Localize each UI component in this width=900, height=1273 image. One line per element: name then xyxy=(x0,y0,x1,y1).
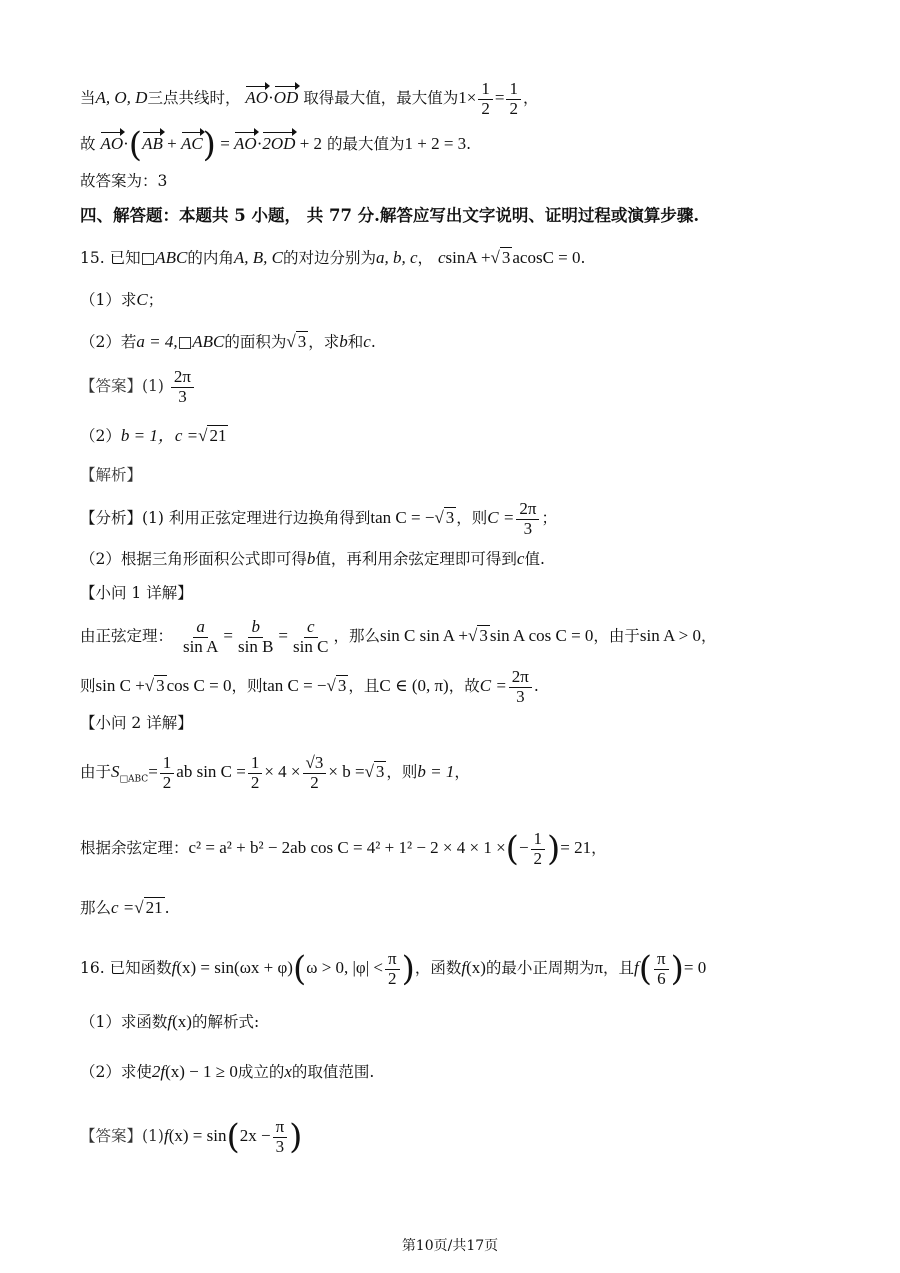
radicand: 3 xyxy=(156,676,165,696)
math: tan C = − xyxy=(262,676,327,696)
q15-step-2 xyxy=(80,668,539,706)
numerator: 1 xyxy=(506,80,521,100)
math: tan C = − xyxy=(370,508,435,528)
text: 的最大值为 xyxy=(326,135,405,153)
q16-stem xyxy=(80,950,706,988)
vector-ao: AO xyxy=(245,88,269,108)
math: c = xyxy=(174,426,199,445)
page-footer xyxy=(0,1235,900,1255)
math: − xyxy=(518,838,529,858)
numerator: 1 xyxy=(531,830,546,850)
sqrt: √ 3 xyxy=(364,762,385,782)
text: 【答案】(1) xyxy=(80,377,164,396)
text: 根据余弦定理： xyxy=(80,839,189,858)
math: sin A cos C = 0 xyxy=(489,626,594,646)
q15-answer-2 xyxy=(80,426,228,446)
text: . xyxy=(533,677,539,696)
vector-2od: 2OD xyxy=(262,134,296,153)
text: （1）求函数 xyxy=(80,1013,168,1031)
q15-step-4 xyxy=(80,830,607,868)
denominator: 2 xyxy=(509,98,518,118)
math: C = xyxy=(479,676,507,696)
line-2: 故 AO·(AB + AC) = AO·2OD + 2 的最大值为1 + 2 = 3. xyxy=(80,125,472,165)
text: □ xyxy=(177,333,193,351)
math: 2f xyxy=(151,1062,166,1081)
math: ABC xyxy=(155,248,188,267)
text: ，则 xyxy=(386,763,418,782)
text: 值，再利用余弦定理即可得到 xyxy=(315,550,517,568)
q16-part2 xyxy=(80,1062,374,1082)
text: . xyxy=(580,249,586,267)
denominator: 6 xyxy=(657,968,666,988)
q15-part1 xyxy=(80,290,163,310)
radicand: 3 xyxy=(445,508,455,528)
text: 的内角 xyxy=(187,249,234,267)
fraction xyxy=(303,754,327,792)
paren: ) xyxy=(670,949,684,990)
denominator: 2 xyxy=(533,848,543,868)
fraction xyxy=(171,368,194,406)
math: f xyxy=(461,958,467,978)
math: C = xyxy=(487,508,515,528)
numerator: c xyxy=(304,618,318,638)
fraction xyxy=(290,618,331,656)
text: ，则 xyxy=(456,509,488,528)
math: c xyxy=(516,549,525,568)
text: ，则 xyxy=(231,677,263,696)
numerator: π xyxy=(385,950,400,970)
sqrt: √ 3 xyxy=(326,676,347,696)
sqrt: √ 21 xyxy=(198,426,227,445)
math: × 4 × xyxy=(264,762,301,782)
radicand: 3 xyxy=(501,248,511,267)
line-answer xyxy=(80,172,167,191)
text: ， xyxy=(701,627,717,646)
math: f xyxy=(634,958,639,978)
radicand: 3 xyxy=(375,762,385,782)
denominator: 3 xyxy=(516,686,525,706)
math: b = 1 xyxy=(417,762,455,782)
text: ，故 xyxy=(448,677,480,696)
math: acosC = 0 xyxy=(512,248,581,267)
math: = 21 xyxy=(560,838,592,858)
text: 【答案】(1) xyxy=(80,1127,164,1146)
denominator: 2 xyxy=(388,968,397,988)
text: 则 xyxy=(80,677,96,696)
radicand: 21 xyxy=(209,426,227,445)
fraction xyxy=(506,80,521,118)
math: C xyxy=(136,290,148,309)
math: sin C sin A + xyxy=(379,626,468,646)
paren: ( xyxy=(226,1117,240,1158)
text: （2）若 xyxy=(80,333,137,351)
sqrt: √ 3 xyxy=(490,248,511,267)
q15-answer-1 xyxy=(80,368,196,406)
text: . xyxy=(370,333,376,351)
sqrt: √ 3 xyxy=(286,332,307,351)
math: × b = xyxy=(328,762,365,782)
numerator: 2π xyxy=(171,368,194,388)
math: 1× xyxy=(458,88,477,108)
fraction xyxy=(248,754,263,792)
q15-sub1-heading xyxy=(80,584,193,603)
q15-analysis-1 xyxy=(80,500,557,538)
text: ，且 xyxy=(603,959,635,978)
math: a, b, c xyxy=(375,248,418,267)
page-number: 第10页/共17页 xyxy=(401,1238,499,1254)
fraction xyxy=(273,1118,288,1156)
text: （2）求使 xyxy=(80,1063,152,1081)
fraction xyxy=(509,668,532,706)
text: 的面积为 xyxy=(224,333,287,351)
math: (x) xyxy=(172,1012,192,1031)
math: c xyxy=(437,248,446,267)
sqrt: √ 3 xyxy=(434,508,455,528)
denominator: 3 xyxy=(523,518,533,538)
math: 2x − xyxy=(239,1126,271,1146)
math: cos C = 0 xyxy=(166,676,232,696)
q15-analysis-2 xyxy=(80,549,545,569)
numerator: π xyxy=(273,1118,288,1138)
denominator: 2 xyxy=(481,98,490,118)
math: x xyxy=(284,1062,292,1081)
math: sin C + xyxy=(95,676,145,696)
fraction xyxy=(516,500,539,538)
paren: ) xyxy=(289,1117,303,1158)
math: sin A > 0 xyxy=(639,626,701,646)
numerator: 1 xyxy=(160,754,175,774)
math: 1 + 2 = 3 xyxy=(404,134,467,153)
fraction xyxy=(478,80,493,118)
text: 三点共线时， xyxy=(147,89,241,108)
q15-step-1: 由正弦定理： $\frac{a}{\text{sin A}}$ = $\frac{b}{\text{sin B}}$ = $\frac{c}{\text{sin C}}$ ，那么sin C sin A +√ 3 sin A cos C = 0，由于sin A > 0， xyxy=(80,617,717,656)
math: b xyxy=(339,332,348,351)
math: A, B, C xyxy=(233,248,283,267)
text: 值. xyxy=(524,550,545,568)
q15-jiexi xyxy=(80,466,142,485)
text: 故答案为：3 xyxy=(80,172,168,190)
q15-stem xyxy=(80,248,585,268)
math: C ∈ (0, π) xyxy=(379,676,449,696)
line-1 xyxy=(80,80,538,118)
radicand: 3 xyxy=(297,332,307,351)
q16-part1 xyxy=(80,1012,259,1032)
text: ， xyxy=(454,763,470,782)
denominator: sin C xyxy=(293,636,329,656)
numerator: 2π xyxy=(509,668,532,688)
text: ； xyxy=(147,291,164,309)
q15-step-5 xyxy=(80,898,170,918)
fraction xyxy=(385,950,400,988)
fraction xyxy=(531,830,546,868)
fraction xyxy=(180,618,221,656)
text: . xyxy=(164,899,170,917)
text: 成立的 xyxy=(237,1063,285,1081)
text: 【分析】(1) 利用正弦定理进行边换角得到 xyxy=(80,509,371,528)
text: ，求 xyxy=(308,333,340,351)
numerator: π xyxy=(654,950,669,970)
text: ，函数 xyxy=(414,959,462,978)
denominator: 3 xyxy=(275,1136,285,1156)
denominator: 2 xyxy=(250,772,260,792)
numerator: b xyxy=(248,618,263,638)
text: ； xyxy=(541,509,557,528)
math: = 0 xyxy=(683,958,707,978)
numerator: 1 xyxy=(248,754,263,774)
denominator: sin B xyxy=(237,636,274,656)
paren: ( xyxy=(292,949,307,990)
math: c xyxy=(363,332,371,351)
math: (x) xyxy=(466,958,486,978)
math: (x) = sin xyxy=(168,1126,227,1146)
text: . xyxy=(466,135,472,153)
math: f xyxy=(167,1012,173,1031)
numerator: √3 xyxy=(303,754,327,774)
fraction xyxy=(235,618,276,656)
math: sinA + xyxy=(445,248,491,267)
numerator: 1 xyxy=(478,80,493,100)
fraction xyxy=(160,754,175,792)
text: 15. 已知□ xyxy=(80,249,156,267)
math: (x) = sin(ωx + φ) xyxy=(176,958,293,978)
sqrt: √ 3 xyxy=(467,626,488,646)
math: ABC xyxy=(192,332,225,351)
text: 【小问 1 详解】 xyxy=(80,584,193,602)
math: b xyxy=(306,549,316,568)
math: a = 4, xyxy=(136,332,178,351)
q16-answer xyxy=(80,1118,302,1156)
vector-ao: AO xyxy=(234,134,257,153)
text: 的取值范围. xyxy=(291,1063,375,1081)
text: 由正弦定理： xyxy=(80,627,174,646)
math: S xyxy=(111,762,120,782)
q15-part2 xyxy=(80,332,376,352)
radicand: 21 xyxy=(145,898,163,917)
text: 【解析】 xyxy=(80,466,143,484)
text: 的解析式: xyxy=(191,1013,260,1031)
denominator: 2 xyxy=(162,772,172,792)
numerator: a xyxy=(193,618,208,638)
paren: ) xyxy=(401,949,415,990)
text: （2） xyxy=(80,427,121,445)
text: 取得最大值，最大值为 xyxy=(303,89,459,108)
radicand: 3 xyxy=(479,626,488,646)
text: 【小问 2 详解】 xyxy=(80,714,193,732)
text: 那么 xyxy=(80,899,112,917)
text: ， xyxy=(591,839,607,858)
text: 的对边分别为 xyxy=(282,249,376,267)
section-heading xyxy=(80,206,699,226)
text: （1）求 xyxy=(80,291,137,309)
text: 的最小正周期为 xyxy=(485,959,595,978)
math: ω > 0, |φ| < xyxy=(306,958,383,978)
dot-operator: · xyxy=(268,88,274,108)
math: b = 1， xyxy=(120,426,175,445)
sqrt: √ 21 xyxy=(134,898,163,917)
text: ，由于 xyxy=(593,627,640,646)
text: ，那么 xyxy=(333,627,380,646)
math: π xyxy=(594,958,604,978)
paren: ( xyxy=(638,949,653,990)
text: ， xyxy=(417,249,434,267)
math: ab sin C = xyxy=(176,762,246,782)
vector-ab: AB xyxy=(142,134,163,153)
vector-od: OD xyxy=(273,88,299,108)
math: = xyxy=(148,762,158,782)
subscript: □ABC xyxy=(119,774,149,785)
math: f xyxy=(163,1126,169,1146)
math: c = xyxy=(111,898,135,917)
paren: ) xyxy=(547,829,561,870)
q15-step-3 xyxy=(80,754,470,792)
denominator: sin A xyxy=(182,636,219,656)
text: 由于 xyxy=(80,763,112,782)
text: ，且 xyxy=(348,677,380,696)
denominator: 3 xyxy=(178,386,187,406)
denominator: 2 xyxy=(310,772,319,792)
q15-sub2-heading xyxy=(80,714,193,733)
equals: = xyxy=(494,88,505,108)
sqrt: √ 3 xyxy=(144,676,165,696)
fraction xyxy=(654,950,669,988)
vector-ao: AO xyxy=(100,134,124,153)
math: c² = a² + b² − 2ab cos C = 4² + 1² − 2 × 4 × 1 × xyxy=(188,838,506,858)
text: 四、解答题：本题共 5 小题， 共 77 分.解答应写出文字说明、证明过程或演算步骤. xyxy=(80,206,700,225)
math: f xyxy=(171,958,177,978)
math: (x) − 1 ≥ 0 xyxy=(165,1062,238,1081)
radicand: 3 xyxy=(337,676,347,696)
text: 当 xyxy=(80,89,96,108)
paren: ( xyxy=(505,829,519,870)
numerator: 2π xyxy=(516,500,539,520)
text: （2）根据三角形面积公式即可得 xyxy=(80,550,307,568)
text: 和 xyxy=(347,333,364,351)
math: A, O, D xyxy=(95,88,148,108)
text: ， xyxy=(522,89,539,108)
text: 16. 已知函数 xyxy=(80,959,172,978)
vector-ac: AC xyxy=(180,134,203,153)
text: 故 xyxy=(80,135,96,153)
